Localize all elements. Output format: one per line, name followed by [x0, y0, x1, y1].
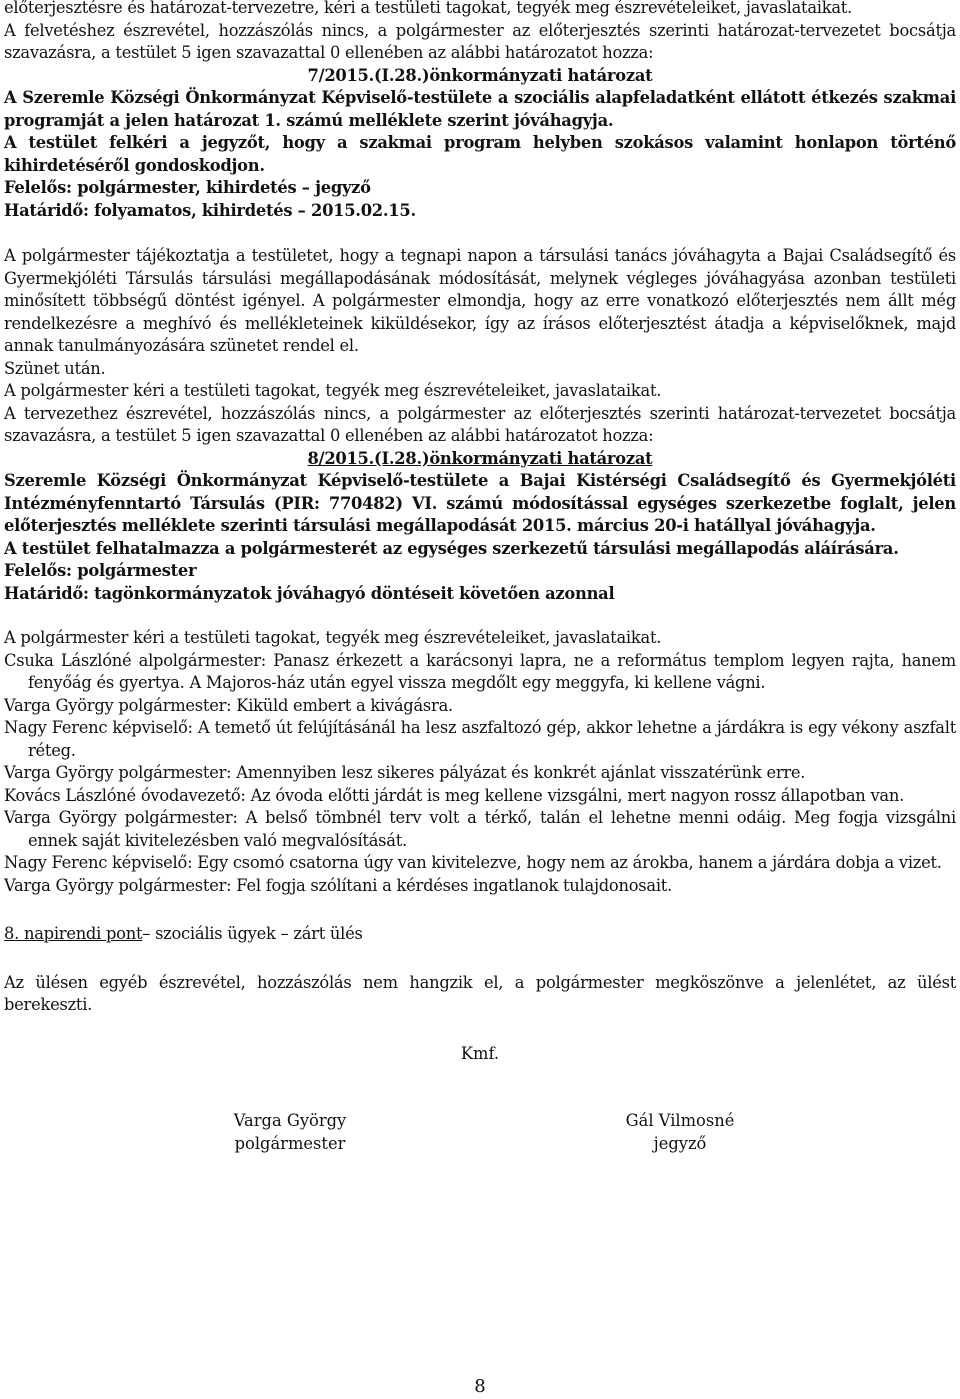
resolution-8-text-2: A testület felhatalmazza a polgármesterét az egységes szerkezetű társulási megállapodás aláírására. — [4, 538, 899, 558]
resolution-8-deadline: Határidő: tagönkormányzatok jóváhagyó döntéseit követően azonnal — [4, 583, 615, 603]
resolution-8-responsible: Felelős: polgármester — [4, 561, 197, 580]
discussion-item: Nagy Ferenc képviselő: A temető út felújításánál ha lesz aszfaltozó gép, akkor lehetne a járdákra is egy vékony aszfalt réteg. — [4, 718, 956, 760]
agenda-item-8 — [4, 923, 956, 946]
discussion-item: Varga György polgármester: Fel fogja szólítani a kérdéses ingatlanok tulajdonosait. — [4, 875, 672, 895]
resolution-8-title: 8/2015.(I.28.)önkormányzati határozat — [307, 448, 653, 468]
discussion-item: Kovács Lászlóné óvodavezető: Az óvoda előtti járdát is meg kellene vizsgálni, mert nagyon rossz állapotban van. — [4, 785, 905, 805]
closing-paragraph: Az ülésen egyéb észrevétel, hozzászólás nem hangzik el, a polgármester megköszönve a jelenlétet, az ülést berekeszti. — [4, 972, 956, 1014]
agenda-item-8-label: 8. napirendi pont — [4, 924, 143, 943]
break-note: Szünet után. — [4, 358, 106, 378]
discussion-item: Nagy Ferenc képviselő: Egy csomó csatorna úgy van kivitelezve, hogy nem az árokba, hanem a járdára dobja a vizet. — [4, 853, 942, 872]
agenda-item-8-rest: – szociális ügyek – zárt ülés — [142, 924, 363, 943]
document-body — [4, 0, 956, 1017]
kmf-label: Kmf. — [460, 1044, 500, 1063]
resolution-8-text-1: Szeremle Községi Önkormányzat Képviselő-testülete a Bajai Kistérségi Családsegítő és Gyermekjóléti Intézményfenntartó Társulás (PIR: 770482) VI. számú módosítással egységes szerkezetbe foglalt, jelen előterjesztés melléklete szerinti társulási megállapodását 2015. március 20-i hatállyal jóváhagyja. — [4, 471, 956, 535]
signature-block-notary — [580, 1110, 780, 1155]
resolution-7-deadline: Határidő: folyamatos, kihirdetés – 2015.02.15. — [4, 200, 416, 220]
mayor-briefing-paragraph: A polgármester tájékoztatja a testületet, hogy a tegnapi napon a társulási tanács jóváhagyta a Bajai Családsegítő és Gyermekjóléti Társulás társulási megállapodásának módosítását, melynek végleges jóváhagyása azonban testületi minősített többségű döntést igényel. A polgármester elmondja, hogy az erre vonatkozó előterjesztés nem állt még rendelkezésre a meghívó és mellékleteinek kiküldésekor, így az írásos előterjesztést átadja a képviselőknek, majd annak tanulmányozására szünetet rendel el. — [4, 246, 956, 355]
signature-name: Gál Vilmosné — [625, 1111, 735, 1130]
discussion-item: Varga György polgármester: A belső tömbnél terv volt a térkő, talán el lehetne menni odáig. Meg fogja vizsgálni ennek saját kivitelezésben való megvalósítását. — [4, 808, 956, 850]
signature-role: jegyző — [653, 1133, 707, 1153]
signature-name: Varga György — [233, 1111, 347, 1130]
resolution-7-responsible: Felelős: polgármester, kihirdetés – jegyző — [4, 178, 371, 197]
discussion-item: Varga György polgármester: Amennyiben lesz sikeres pályázat és konkrét ajánlat visszatérünk erre. — [4, 763, 806, 782]
resolution-7-text-2: A testület felkéri a jegyzőt, hogy a szakmai program helyben szokásos valamint honlapon történő kihirdetéséről gondoskodjon. — [4, 133, 956, 175]
discussion-item: Varga György polgármester: Kiküld embert a kivágásra. — [4, 695, 453, 715]
discussion-item: Csuka Lászlóné alpolgármester: Panasz érkezett a karácsonyi lapra, ne a református templom legyen rajta, hanem fenyőág és gyertya. A Majoros-ház után egyel vissza megdőlt egy meggyfa, ki kellene vágni. — [4, 650, 956, 692]
resolution-7-title: 7/2015.(I.28.)önkormányzati határozat — [307, 65, 653, 85]
vote-paragraph: A tervezethez észrevétel, hozzászólás nincs, a polgármester az előterjesztés szerinti határozat-tervezetet bocsátja szavazásra, a testület 5 igen szavazattal 0 ellenében az alábbi határozatot hozza: — [4, 403, 956, 445]
intro-line-1: előterjesztésre és határozat-tervezetre, kéri a testületi tagokat, tegyék meg észrevételeiket, javaslataikat. — [4, 0, 853, 17]
page-number: 8 — [474, 1376, 486, 1397]
signature-block-mayor — [190, 1110, 390, 1155]
signature-role: polgármester — [234, 1133, 346, 1153]
discussion-intro: A polgármester kéri a testületi tagokat, tegyék meg észrevételeiket, javaslataikat. — [4, 628, 662, 647]
intro-paragraph-2: A felvetéshez észrevétel, hozzászólás nincs, a polgármester az előterjesztés szerinti határozat-tervezetet bocsátja szavazásra, a testület 5 igen szavazattal 0 ellenében az alábbi határozatot hozza: — [4, 20, 956, 62]
resolution-7-text-1: A Szeremle Községi Önkormányzat Képviselő-testülete a szociális alapfeladatként ellátott étkezés szakmai programját a jelen határozat 1. számú melléklete szerint jóváhagyja. — [4, 88, 956, 130]
call-for-comments: A polgármester kéri a testületi tagokat, tegyék meg észrevételeiket, javaslataikat. — [4, 381, 662, 400]
